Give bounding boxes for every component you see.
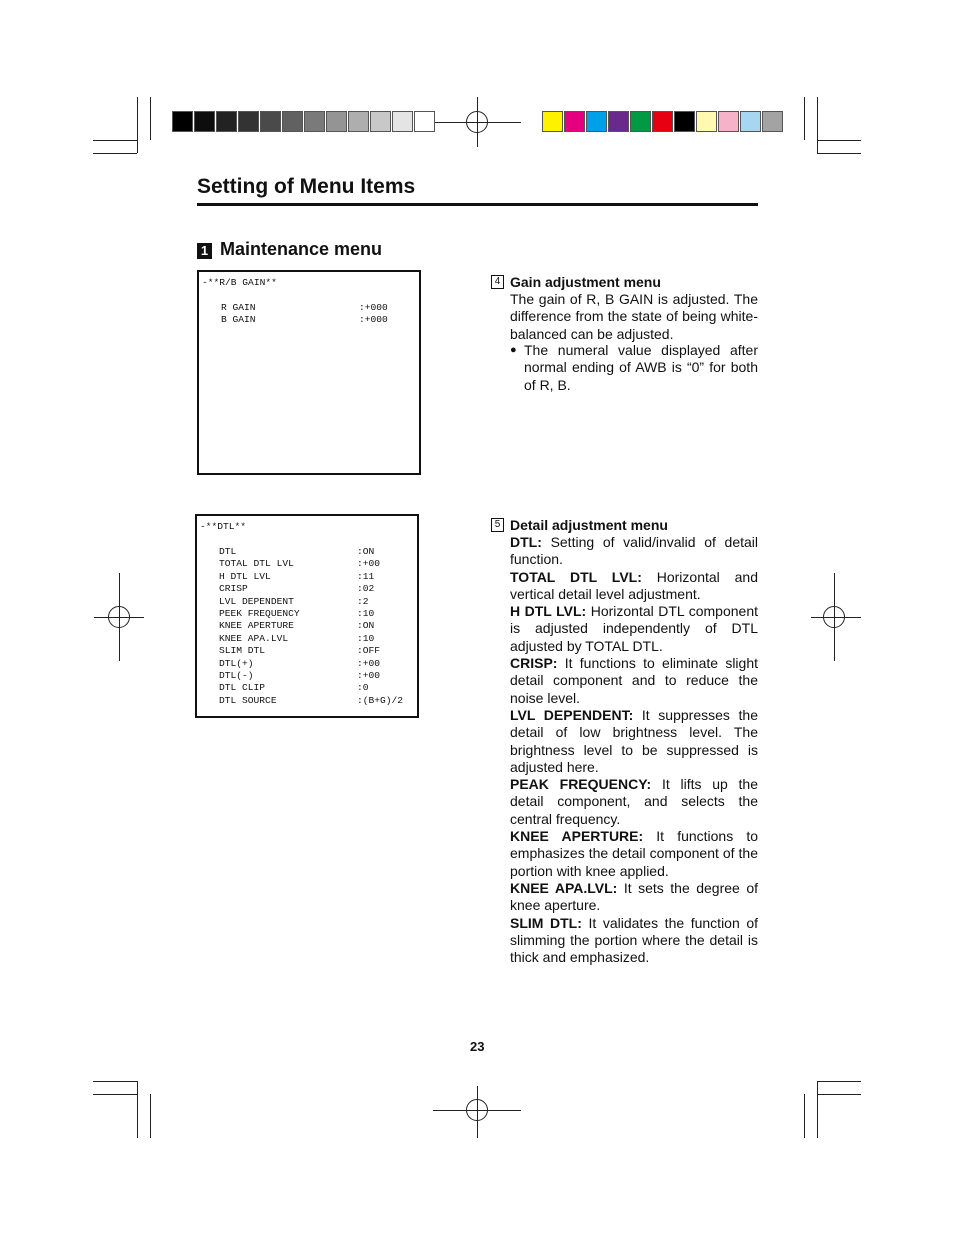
menu-row-value: :+000 — [359, 302, 388, 313]
detail-item — [510, 603, 758, 655]
rb-gain-menu-screen — [197, 270, 421, 475]
menu-row-label: PEEK FREQUENCY — [219, 608, 300, 619]
detail-item-term: TOTAL DTL LVL: — [510, 568, 642, 585]
color-swatch — [718, 111, 739, 132]
menu-row-label: KNEE APERTURE — [219, 620, 294, 632]
menu-row-label: KNEE APA.LVL — [219, 632, 289, 644]
gray-swatch — [282, 111, 303, 132]
gain-adjustment-text: The gain of R, B GAIN is adjusted. The difference from the state of being white-balanced can be adjusted. — [510, 291, 758, 342]
gray-swatch — [392, 111, 413, 132]
detail-item-term: PEAK FREQUENCY: — [510, 776, 652, 793]
gray-swatch — [326, 111, 347, 132]
page-title: Setting of Menu Items — [197, 175, 416, 198]
gray-swatch — [216, 111, 237, 132]
detail-item — [510, 828, 758, 880]
gray-swatch — [304, 111, 325, 132]
gain-adjustment-note: The numeral value displayed after normal ending of AWB is “0” for both of R, B. — [524, 342, 758, 393]
detail-item-text: It functions to eliminate slight detail component and to reduce the noise level. — [510, 655, 759, 706]
menu-row-label: H DTL LVL — [219, 570, 271, 582]
menu-row-value: :11 — [357, 570, 375, 582]
color-swatch — [740, 111, 761, 132]
color-swatch — [542, 111, 563, 132]
menu-row-value: :10 — [357, 608, 375, 619]
menu-row-value: :2 — [357, 595, 369, 607]
detail-item — [510, 776, 758, 828]
menu-row-value: :(B+G)/2 — [357, 694, 404, 706]
detail-item — [510, 880, 758, 915]
gray-swatch — [194, 111, 215, 132]
color-swatch — [630, 111, 651, 132]
color-swatch — [564, 111, 585, 132]
menu-header: -**R/B GAIN** — [202, 277, 277, 288]
menu-row-label: CRISP — [219, 583, 248, 595]
section-number-badge: 1 — [197, 243, 212, 259]
menu-row-label: B GAIN — [221, 314, 256, 325]
gray-swatch — [260, 111, 281, 132]
detail-item — [510, 534, 758, 569]
detail-item-term: KNEE APA.LVL: — [510, 879, 618, 896]
menu-row-label: SLIM DTL — [219, 645, 266, 657]
detail-item-term: H DTL LVL: — [510, 603, 587, 620]
menu-row-label: R GAIN — [221, 302, 256, 313]
menu-row-value: :+00 — [357, 558, 381, 570]
detail-item — [510, 915, 758, 967]
detail-item-term: CRISP: — [510, 655, 558, 672]
detail-item-text: It sets the degree of knee aperture. — [510, 879, 758, 914]
detail-item-term: KNEE APERTURE: — [510, 828, 644, 845]
detail-item-text: It validates the function of slimming the portion where the detail is thick and emphasized. — [510, 914, 758, 966]
menu-row-value: :ON — [357, 620, 375, 632]
detail-item-text: It functions to emphasizes the detail component of the portion with knee applied. — [510, 828, 759, 879]
color-swatch — [586, 111, 607, 132]
detail-item-term: SLIM DTL: — [510, 914, 582, 931]
detail-item-text: Horizontal DTL component is adjusted independently of DTL adjusted by TOTAL DTL. — [510, 603, 758, 654]
menu-row-value: :+000 — [359, 314, 388, 325]
section-4-number: 4 — [491, 275, 504, 289]
detail-item-text: Setting of valid/invalid of detail function. — [510, 534, 758, 568]
detail-adjustment-title: Detail adjustment menu — [510, 517, 668, 533]
gray-swatch — [348, 111, 369, 132]
section-title: Maintenance menu — [220, 239, 383, 259]
menu-row-label: DTL(+) — [219, 657, 254, 669]
gray-swatch — [238, 111, 259, 132]
menu-row-label: DTL — [219, 546, 237, 557]
detail-item — [510, 569, 758, 604]
bullet-icon: ● — [510, 344, 517, 356]
menu-row-label: DTL(-) — [219, 670, 254, 681]
gray-swatch — [172, 111, 193, 132]
menu-row-label: DTL SOURCE — [219, 694, 277, 706]
menu-header: -**DTL** — [200, 521, 247, 532]
detail-item-term: DTL: — [510, 534, 542, 550]
page-number: 23 — [470, 1039, 485, 1054]
color-swatch — [608, 111, 629, 132]
menu-row-value: :10 — [357, 632, 375, 644]
grayscale-color-bar — [172, 111, 436, 132]
menu-row-value: :0 — [357, 682, 369, 694]
menu-row-value: :+00 — [357, 670, 381, 681]
gain-adjustment-title: Gain adjustment menu — [510, 274, 661, 290]
detail-adjustment-items — [510, 534, 758, 966]
color-swatch — [762, 111, 783, 132]
menu-row-value: :02 — [357, 583, 375, 595]
gray-swatch — [414, 111, 435, 132]
process-color-bar — [542, 111, 784, 132]
menu-row-value: :+00 — [357, 657, 381, 669]
menu-row-value: :OFF — [357, 645, 381, 657]
menu-row-label: LVL DEPENDENT — [219, 595, 294, 607]
color-swatch — [674, 111, 695, 132]
detail-item — [510, 655, 758, 707]
title-divider — [197, 203, 758, 206]
gray-swatch — [370, 111, 391, 132]
dtl-menu-screen — [195, 514, 419, 718]
color-swatch — [696, 111, 717, 132]
section-5-number: 5 — [491, 518, 504, 532]
detail-item-text: Horizontal and vertical detail level adjustment. — [510, 568, 759, 602]
detail-item-term: LVL DEPENDENT: — [510, 706, 634, 723]
menu-row-label: TOTAL DTL LVL — [219, 558, 294, 570]
detail-item — [510, 707, 758, 776]
menu-row-label: DTL CLIP — [219, 682, 266, 694]
detail-item-text: It suppresses the detail of low brightness level. The brightness level to be suppressed is adjusted here. — [510, 706, 758, 775]
detail-item-text: It lifts up the detail component, and selects the central frequency. — [510, 776, 759, 827]
color-swatch — [652, 111, 673, 132]
menu-row-value: :ON — [357, 546, 375, 557]
